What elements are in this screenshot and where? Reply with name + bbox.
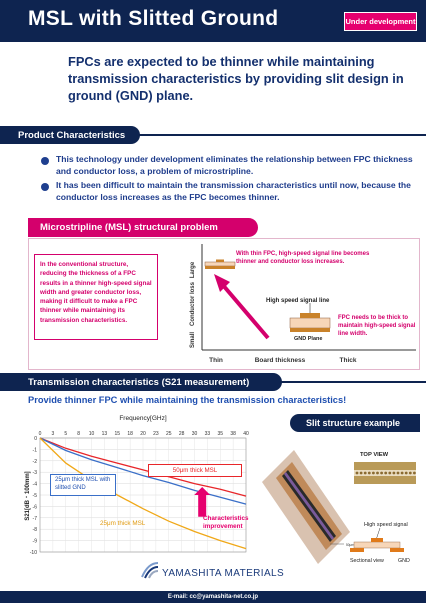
top-view-label: TOP VIEW [360, 452, 389, 458]
thick-fpc-gnd [290, 328, 330, 332]
y-small-label: Small [190, 331, 196, 349]
bullet-item: This technology under development eliminates the relationship between FPC thickness and conductor loss, a problem of microstripline. [56, 154, 413, 176]
sectional-view-label: Sectional view [350, 558, 384, 564]
bullet-item: It has been difficult to maintain the transmission characteristics until now, because the conductor loss increases as the FPC becomes thinner. [56, 180, 411, 202]
lead-statement: FPCs are expected to be thinner while maintaining transmission characteristics by providing slit design in ground (GND) plane. [68, 54, 404, 103]
thin-fpc-gnd [205, 266, 235, 269]
slit-dot [364, 472, 367, 475]
x-tick-label: 28 [178, 431, 185, 437]
slit-dot [360, 472, 363, 475]
x-tick-label: 40 [243, 431, 249, 437]
x-tick-label: 20 [140, 431, 146, 437]
page-title: MSL with Slitted Ground [28, 7, 279, 30]
gnd-label: GND [398, 558, 410, 564]
bullet-dot [41, 183, 49, 191]
y-tick-label: -3 [32, 470, 37, 477]
chart-x-axis-label: Frequency[GHz] [119, 415, 167, 422]
series-label-25um-slit: 25μm thick MSL with slitted GND [50, 474, 116, 496]
chart-y-axis-label: S21[dB・100mm] [25, 471, 31, 521]
msl-diagram [170, 240, 418, 368]
x-tick-label: 23 [153, 431, 159, 437]
slit-dot [376, 472, 379, 475]
s21-subheading: Provide thinner FPC while maintaining the transmission characteristics! [28, 395, 347, 405]
section-signal [371, 538, 383, 542]
dimension-note: 50μm [346, 543, 355, 547]
x-tick-label: 3 [51, 431, 55, 437]
x-tick-label: 38 [230, 431, 236, 437]
series-label-25um: 25μm thick MSL [100, 520, 146, 527]
y-tick-label: -7 [32, 515, 37, 522]
section-heading-slit: Slit structure example [290, 414, 420, 432]
x-tick-label: 15 [114, 431, 121, 437]
footer-email[interactable]: E-mail: cc@yamashita-net.co.jp [0, 591, 426, 603]
x-tick-label: 0 [38, 431, 42, 437]
thick-fpc-signal [300, 313, 320, 318]
y-tick-label: -10 [29, 550, 37, 556]
section-heading-product: Product Characteristics [0, 126, 140, 144]
x-thin-label: Thin [209, 357, 223, 364]
x-tick-label: 30 [191, 431, 198, 437]
y-tick-label: -1 [32, 447, 37, 454]
y-tick-label: 0 [34, 436, 37, 442]
slit-illustration [258, 434, 422, 574]
slit-dot [397, 472, 400, 475]
thin-fpc-substrate [205, 262, 235, 266]
company-logo-text: YAMASHITA MATERIALS [162, 568, 285, 579]
y-large-label: Large [190, 261, 196, 279]
x-tick-label: 10 [88, 431, 95, 437]
x-tick-label: 8 [77, 431, 81, 437]
slit-dot [401, 472, 404, 475]
slit-dot [372, 472, 375, 475]
x-tick-label: 35 [217, 431, 224, 437]
section-heading-s21: Transmission characteristics (S21 measurement) [0, 373, 282, 391]
x-thick-label: Thick [339, 357, 357, 364]
thin-fpc-signal [216, 260, 224, 263]
thick-fpc-note: FPC needs to be thick to maintain high-speed signal line width. [338, 315, 416, 337]
slit-dot [393, 472, 396, 475]
high-speed-signal-label: High speed signal [364, 522, 408, 528]
y-tick-label: -5 [32, 493, 37, 499]
x-tick-label: 5 [64, 431, 68, 437]
x-tick-label: 33 [204, 431, 211, 437]
slit-dot [388, 472, 391, 475]
improvement-label: Characteristics improvement [203, 515, 249, 530]
logo-mark-icon [140, 561, 160, 579]
y-axis-label: Conductor loss [190, 281, 196, 327]
slit-dot [356, 472, 359, 475]
y-tick-label: -9 [32, 538, 37, 545]
slit-dot [368, 472, 371, 475]
y-tick-label: -4 [32, 481, 37, 488]
section-gnd-right [390, 548, 404, 552]
slit-dot [413, 472, 416, 475]
thin-fpc-note: With thin FPC, high-speed signal line becomes thinner and conductor loss increases. [236, 251, 370, 265]
section-gnd-left [350, 548, 364, 552]
section-substrate [354, 542, 400, 548]
status-badge: Under development [344, 12, 417, 31]
slit-dot [405, 472, 408, 475]
thick-fpc-substrate [290, 318, 330, 328]
bullet-dot [41, 157, 49, 165]
slit-dot [384, 472, 387, 475]
x-tick-label: 13 [101, 431, 108, 437]
x-tick-label: 18 [127, 431, 133, 437]
slit-dot [409, 472, 412, 475]
msl-explanation: In the conventional structure, reducing the thickness of a FPC results in a thinner high-speed signal width and greater conductor loss, making it difficult to make a FPC thinner while maintaining its transmission characteristics. [34, 254, 158, 340]
x-axis-label: Board thickness [254, 357, 306, 364]
trend-arrow-shaft [222, 284, 268, 338]
slit-dot [380, 472, 383, 475]
series-label-50um: 50μm thick MSL [148, 464, 242, 477]
y-tick-label: -8 [32, 527, 37, 534]
y-tick-label: -6 [32, 504, 37, 511]
signal-line-label: High speed signal line [266, 298, 330, 304]
y-tick-label: -2 [32, 458, 37, 465]
x-tick-label: 25 [165, 431, 172, 437]
gnd-plane-label: GND Plane [294, 336, 323, 342]
section-heading-msl: Microstripline (MSL) structural problem [28, 218, 258, 237]
